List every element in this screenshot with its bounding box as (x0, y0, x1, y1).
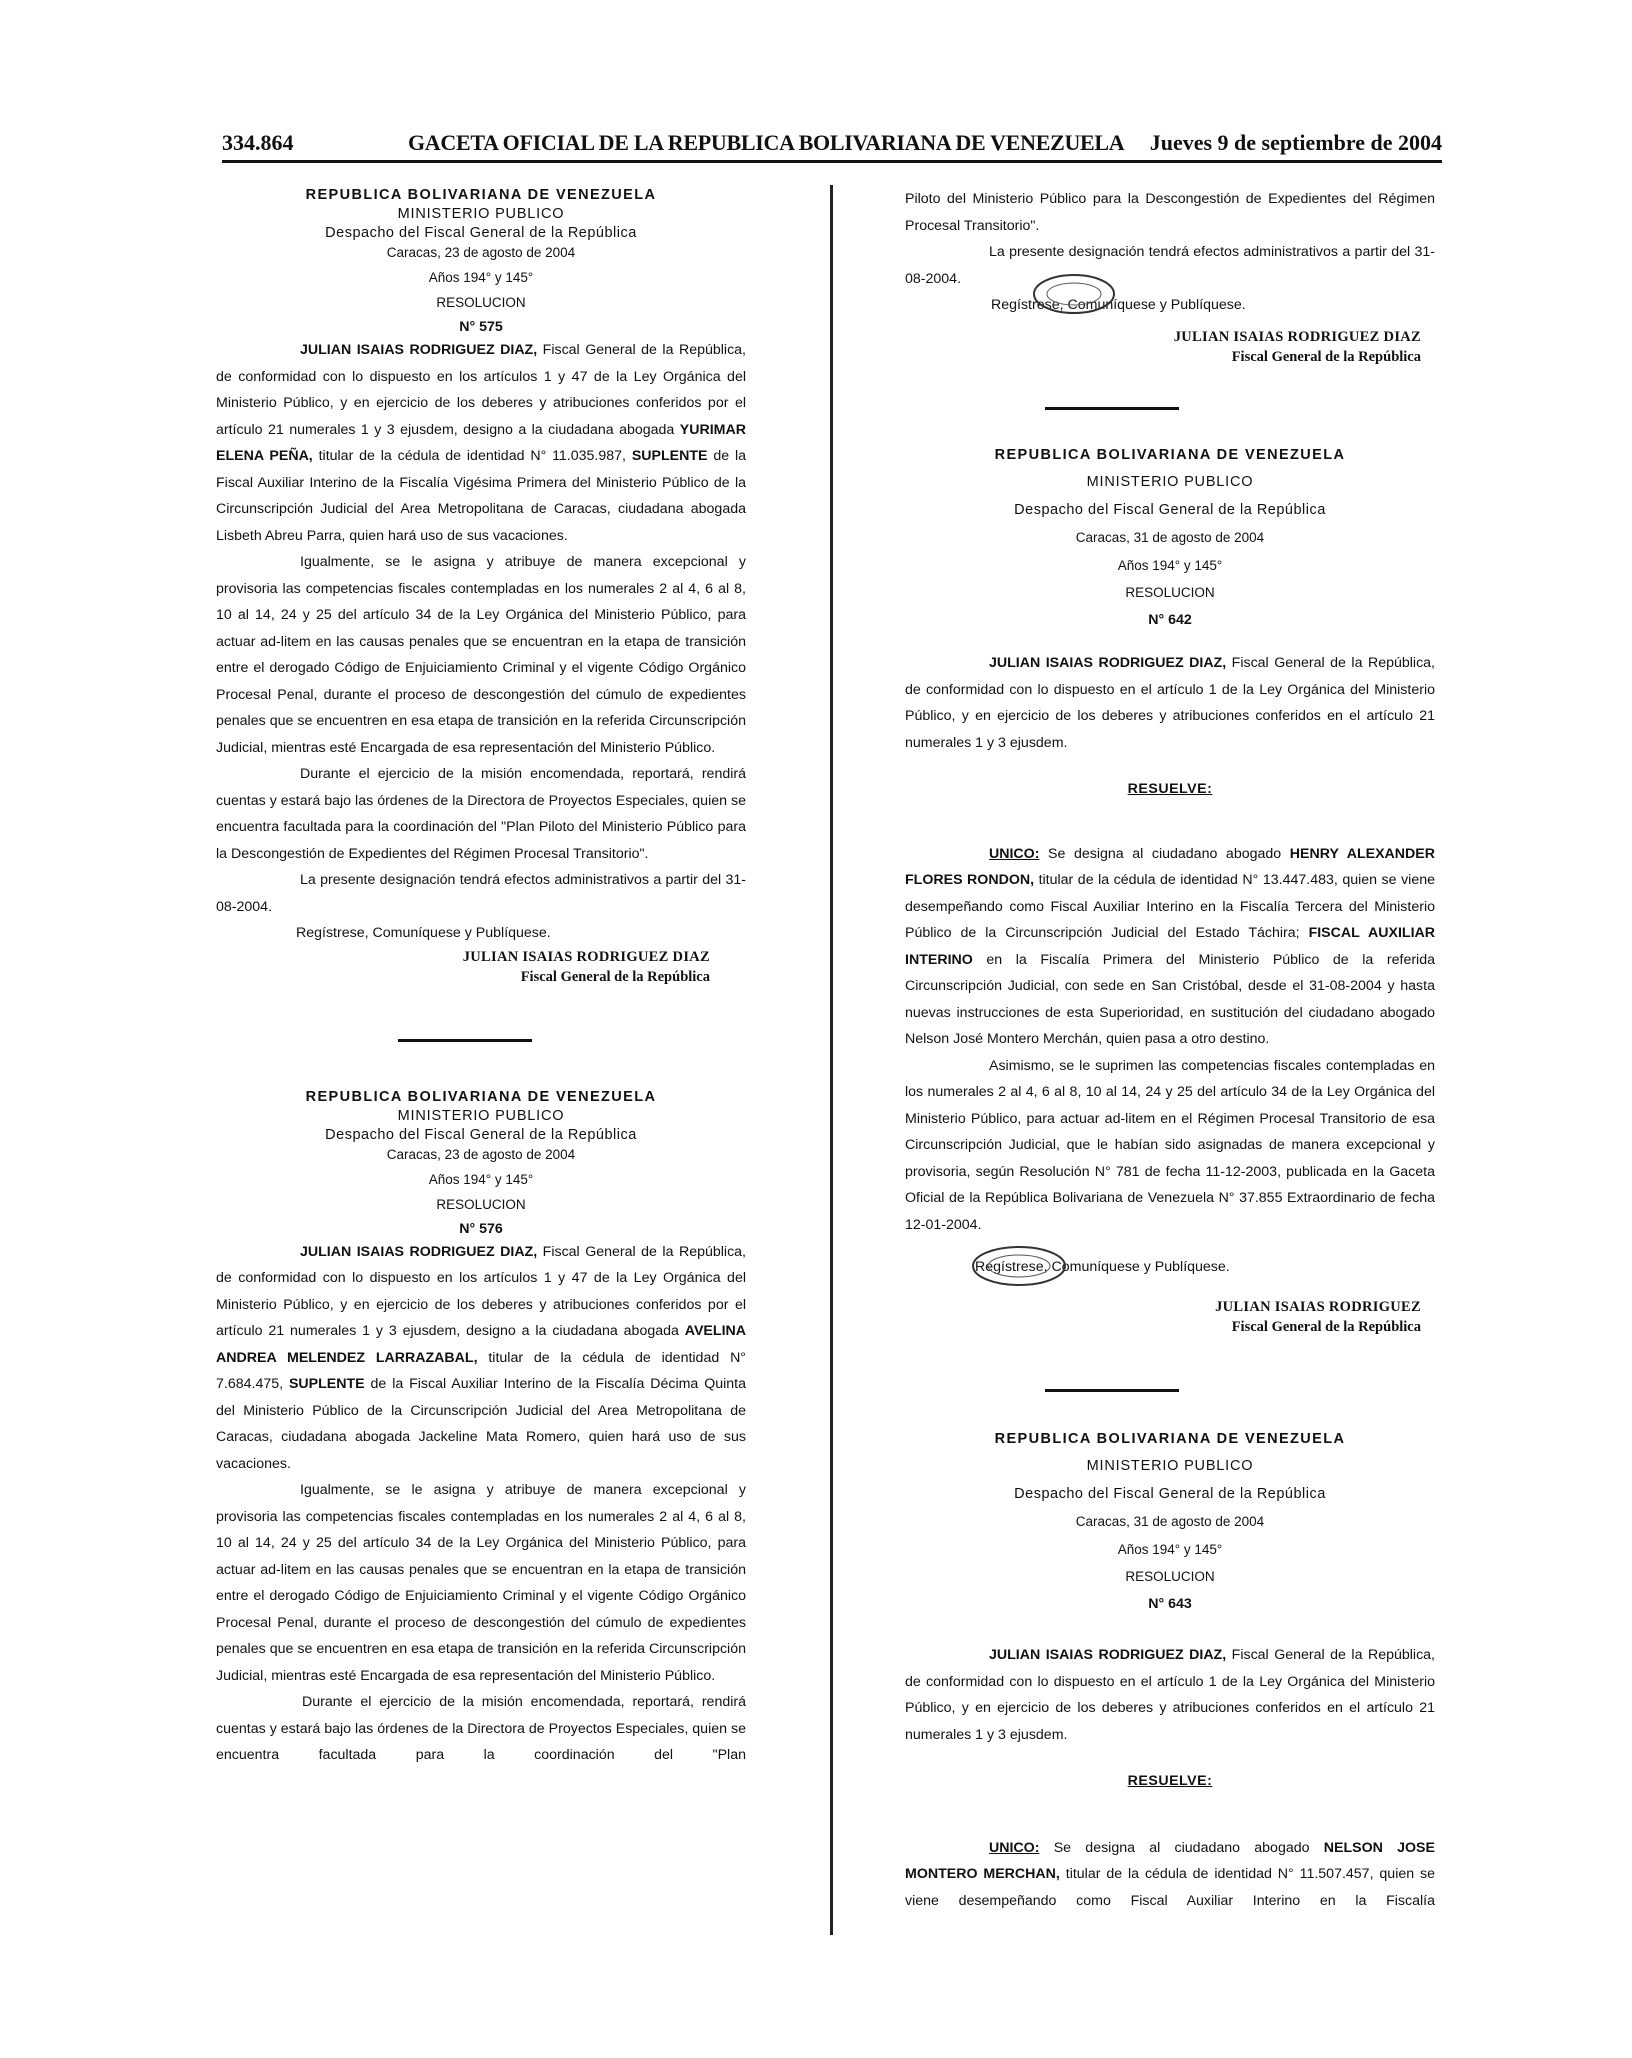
signature-title: Fiscal General de la República (520, 968, 710, 985)
signer-name: JULIAN ISAIAS RODRIGUEZ DIAZ, (989, 655, 1227, 671)
unico-label: UNICO: (989, 1839, 1040, 1856)
appointee-role: SUPLENTE (288, 1376, 365, 1392)
place-date: Caracas, 31 de agosto de 2004 (1075, 530, 1265, 545)
resolution-heading (216, 186, 746, 337)
official-seal-icon (969, 1244, 1069, 1288)
unico-label: UNICO: (989, 845, 1040, 862)
signature-block (905, 327, 1435, 367)
resolution-heading (216, 1088, 746, 1239)
resolution-paragraph: Piloto del Ministerio Público para la Descongestión de Expedientes del Régimen Procesal Transitorio". (905, 191, 1435, 234)
years-line: Años 194° y 145° (428, 270, 534, 285)
years-line: Años 194° y 145° (1117, 1541, 1223, 1557)
appointee-role: FISCAL AUXILIAR INTERINO (905, 925, 1435, 968)
ministry-name: MINISTERIO PUBLICO (1086, 1458, 1254, 1474)
resolution-number: N° 575 (459, 319, 503, 335)
official-seal-icon (1031, 272, 1117, 316)
resolution-576-continued (905, 186, 1435, 367)
resolution-575 (216, 186, 746, 987)
appointee-name: YURIMAR ELENA PEÑA, (216, 421, 746, 464)
resolution-paragraph: JULIAN ISAIAS RODRIGUEZ DIAZ, Fiscal General de la República, de conformidad con lo dispuesto en los artículos 1 y 47 de la Ley Orgánica del Ministerio Público, y en ejercicio de los deberes y atribuciones conferidos por el artículo 21 numerales 1 y 3 ejusdem, designo a la ciudadana abogada YURIMAR ELENA PEÑA, titular de la cédula de identidad N° 11.035.987, SUPLENTE de la Fiscal Auxiliar Interino de la Fiscalía Vigésima Primera del Ministerio Público de la Circunscripción Judicial del Area Metropolitana de Caracas, ciudadana abogada Lisbeth Abreu Parra, quien hará uso de sus vacaciones. (216, 342, 746, 544)
publish-line: Regístrese, Comuníquese y Publíquese. (905, 1254, 1435, 1281)
country-name: REPUBLICA BOLIVARIANA DE VENEZUELA (994, 446, 1346, 463)
country-name: REPUBLICA BOLIVARIANA DE VENEZUELA (305, 187, 657, 203)
signer-name: JULIAN ISAIAS RODRIGUEZ DIAZ, (989, 1647, 1227, 1663)
resolution-number: N° 576 (459, 1220, 503, 1237)
signature-name: JULIAN ISAIAS RODRIGUEZ DIAZ (1173, 328, 1421, 345)
resolution-paragraph: Asimismo, se le suprimen las competencias fiscales contempladas en los numerales 2 al 4, 6 al 8, 10 al 14, 24 y 25 del artículo 34 de la Ley Orgánica del Ministerio Público, para actuar ad-litem en el Régimen Procesal Transitorio de esa Circunscripción Judicial, que le habían sido asignadas de manera excepcional y provisoria, según Resolución N° 781 de fecha 11-12-2003, publicada en la Gaceta Oficial de la República Bolivariana de Venezuela N° 37.855 Extraordinario de fecha 12-01-2004. (905, 1057, 1435, 1233)
signature-title: Fiscal General de la República (1231, 348, 1421, 365)
resuelve-heading: RESUELVE: (1127, 781, 1213, 797)
ministry-name: MINISTERIO PUBLICO (1086, 474, 1254, 490)
resolution-heading (905, 1426, 1435, 1619)
resolution-paragraph: JULIAN ISAIAS RODRIGUEZ DIAZ, Fiscal General de la República, de conformidad con lo dispuesto en los artículos 1 y 47 de la Ley Orgánica del Ministerio Público, y en ejercicio de los deberes y atribuciones conferidos por el artículo 21 numerales 1 y 3 ejusdem, designo a la ciudadana abogada AVELINA ANDREA MELENDEZ LARRAZABAL, titular de la cédula de identidad N° 7.684.475, SUPLENTE de la Fiscal Auxiliar Interino de la Fiscalía Décima Quinta del Ministerio Público de la Circunscripción Judicial del Area Metropolitana de Caracas, ciudadana abogada Jackeline Mata Romero, quien hará uso de sus vacaciones. (216, 1243, 746, 1472)
left-column (216, 186, 746, 1769)
ministry-name: MINISTERIO PUBLICO (397, 206, 565, 222)
office-name: Despacho del Fiscal General de la República (325, 1126, 637, 1143)
signer-name: JULIAN ISAIAS RODRIGUEZ DIAZ, (300, 342, 538, 358)
place-date: Caracas, 31 de agosto de 2004 (1075, 1514, 1265, 1529)
resolution-label: RESOLUCION (436, 295, 526, 310)
section-separator (1045, 407, 1179, 410)
issue-date: Jueves 9 de septiembre de 2004 (1149, 130, 1442, 155)
resolution-paragraph: UNICO: Se designa al ciudadano abogado NELSON JOSE MONTERO MERCHAN, titular de la cédula de identidad N° 11.507.457, quien se viene desempeñando como Fiscal Auxiliar Interino en la Fiscalía (905, 1839, 1435, 1909)
appointee-name: AVELINA ANDREA MELENDEZ LARRAZABAL, (216, 1323, 746, 1366)
page-number: 334.864 (222, 130, 294, 155)
signature-name: JULIAN ISAIAS RODRIGUEZ (1215, 1298, 1421, 1315)
resolution-paragraph: La presente designación tendrá efectos administrativos a partir del 31-08-2004. (905, 244, 1435, 287)
resolution-paragraph: Durante el ejercicio de la misión encomendada, reportará, rendirá cuentas y estará bajo las órdenes de la Directora de Proyectos Especiales, quien se encuentra facultada para la coordinación del "Plan Piloto del Ministerio Público para la Descongestión de Expedientes del Régimen Procesal Transitorio". (216, 766, 746, 862)
page-header (222, 128, 1442, 162)
resolution-642 (905, 442, 1435, 1337)
place-date: Caracas, 23 de agosto de 2004 (386, 1146, 576, 1162)
office-name: Despacho del Fiscal General de la República (1014, 1485, 1326, 1502)
resolution-paragraph: La presente designación tendrá efectos administrativos a partir del 31-08-2004. (216, 872, 746, 915)
column-divider (830, 185, 833, 1935)
years-line: Años 194° y 145° (1117, 557, 1223, 573)
resolution-number: N° 642 (1148, 611, 1192, 628)
country-name: REPUBLICA BOLIVARIANA DE VENEZUELA (994, 1430, 1346, 1447)
signature-block (216, 947, 746, 987)
resolution-paragraph: Igualmente, se le asigna y atribuye de manera excepcional y provisoria las competencias fiscales contempladas en los numerales 2 al 4, 6 al 8, 10 al 14, 24 y 25 del artículo 34 de la Ley Orgánica del Ministerio Público, para actuar ad-litem en las causas penales que se encuentran en la etapa de transición entre el derogado Código de Enjuiciamiento Criminal y el vigente Código Orgánico Procesal Penal, durante el proceso de descongestión del cúmulo de expedientes penales que se encuentren en esa etapa de transición en la referida Circunscripción Judicial, mientras esté Encargada de esa representación del Ministerio Público. (216, 1482, 746, 1684)
resolution-paragraph: UNICO: Se designa al ciudadano abogado HENRY ALEXANDER FLORES RONDON, titular de la cédula de identidad N° 13.447.483, quien se viene desempeñando como Fiscal Auxiliar Interino en la Fiscalía Tercera del Ministerio Público de la Circunscripción Judicial del Estado Táchira; FISCAL AUXILIAR INTERINO en la Fiscalía Primera del Ministerio Público de la referida Circunscripción Judicial, con sede en San Cristóbal, desde el 31-08-2004 y hasta nuevas instrucciones de esta Superioridad, en sustitución del ciudadano abogado Nelson José Montero Merchán, quien pasa a otro destino. (905, 845, 1435, 1047)
resolution-paragraph: JULIAN ISAIAS RODRIGUEZ DIAZ, Fiscal General de la República, de conformidad con lo dispuesto en el artículo 1 de la Ley Orgánica del Ministerio Público, y en ejercicio de los deberes y atribuciones conferidos en el artículo 21 numerales 1 y 3 ejusdem. (905, 655, 1435, 751)
right-column (905, 186, 1435, 1914)
publish-line: Regístrese, Comuníquese y Publíquese. (905, 292, 1435, 319)
resolution-643 (905, 1426, 1435, 1915)
resolution-paragraph: Igualmente, se le asigna y atribuye de manera excepcional y provisoria las competencias fiscales contempladas en los numerales 2 al 4, 6 al 8, 10 al 14, 24 y 25 del artículo 34 de la Ley Orgánica del Ministerio Público, para actuar ad-litem en las causas penales que se encuentran en la etapa de transición entre el derogado Código de Enjuiciamiento Criminal y el vigente Código Orgánico Procesal Penal, durante el proceso de descongestión del cúmulo de expedientes penales que se encuentren en esa etapa de transición en la referida Circunscripción Judicial, mientras esté Encargada de esa representación del Ministerio Público. (216, 554, 746, 756)
signature-title: Fiscal General de la República (1231, 1318, 1421, 1335)
section-separator (1045, 1389, 1179, 1392)
resolution-label: RESOLUCION (1125, 1569, 1215, 1584)
resolution-number: N° 643 (1148, 1595, 1192, 1612)
resolution-heading (905, 442, 1435, 635)
header-rule (222, 160, 1442, 163)
resolution-576 (216, 1088, 746, 1769)
resolution-label: RESOLUCION (1125, 585, 1215, 600)
section-separator (398, 1039, 532, 1042)
appointee-name: HENRY ALEXANDER FLORES RONDON, (905, 845, 1435, 888)
office-name: Despacho del Fiscal General de la República (1014, 501, 1326, 518)
office-name: Despacho del Fiscal General de la República (325, 225, 637, 241)
publication-title: GACETA OFICIAL DE LA REPUBLICA BOLIVARIANA DE VENEZUELA (408, 130, 1125, 155)
resolution-paragraph: Durante el ejercicio de la misión encomendada, reportará, rendirá cuentas y estará bajo las órdenes de la Directora de Proyectos Especiales, quien se encuentra facultada para la coordinación del "Plan (216, 1694, 746, 1763)
years-line: Años 194° y 145° (428, 1171, 534, 1187)
resuelve-heading: RESUELVE: (1127, 1773, 1213, 1789)
appointee-name: NELSON JOSE MONTERO MERCHAN, (905, 1839, 1435, 1882)
signer-name: JULIAN ISAIAS RODRIGUEZ DIAZ, (300, 1243, 538, 1260)
signature-name: JULIAN ISAIAS RODRIGUEZ DIAZ (462, 948, 710, 965)
resolution-label: RESOLUCION (436, 1196, 526, 1212)
signature-block (905, 1297, 1435, 1337)
resolution-paragraph: JULIAN ISAIAS RODRIGUEZ DIAZ, Fiscal General de la República, de conformidad con lo dispuesto en el artículo 1 de la Ley Orgánica del Ministerio Público, y en ejercicio de los deberes y atribuciones conferidos en el artículo 21 numerales 1 y 3 ejusdem. (905, 1647, 1435, 1743)
appointee-role: SUPLENTE (631, 448, 708, 464)
place-date: Caracas, 23 de agosto de 2004 (386, 245, 576, 260)
country-name: REPUBLICA BOLIVARIANA DE VENEZUELA (305, 1088, 657, 1105)
publish-line: Regístrese, Comuníquese y Publíquese. (296, 925, 551, 941)
ministry-name: MINISTERIO PUBLICO (397, 1107, 565, 1124)
